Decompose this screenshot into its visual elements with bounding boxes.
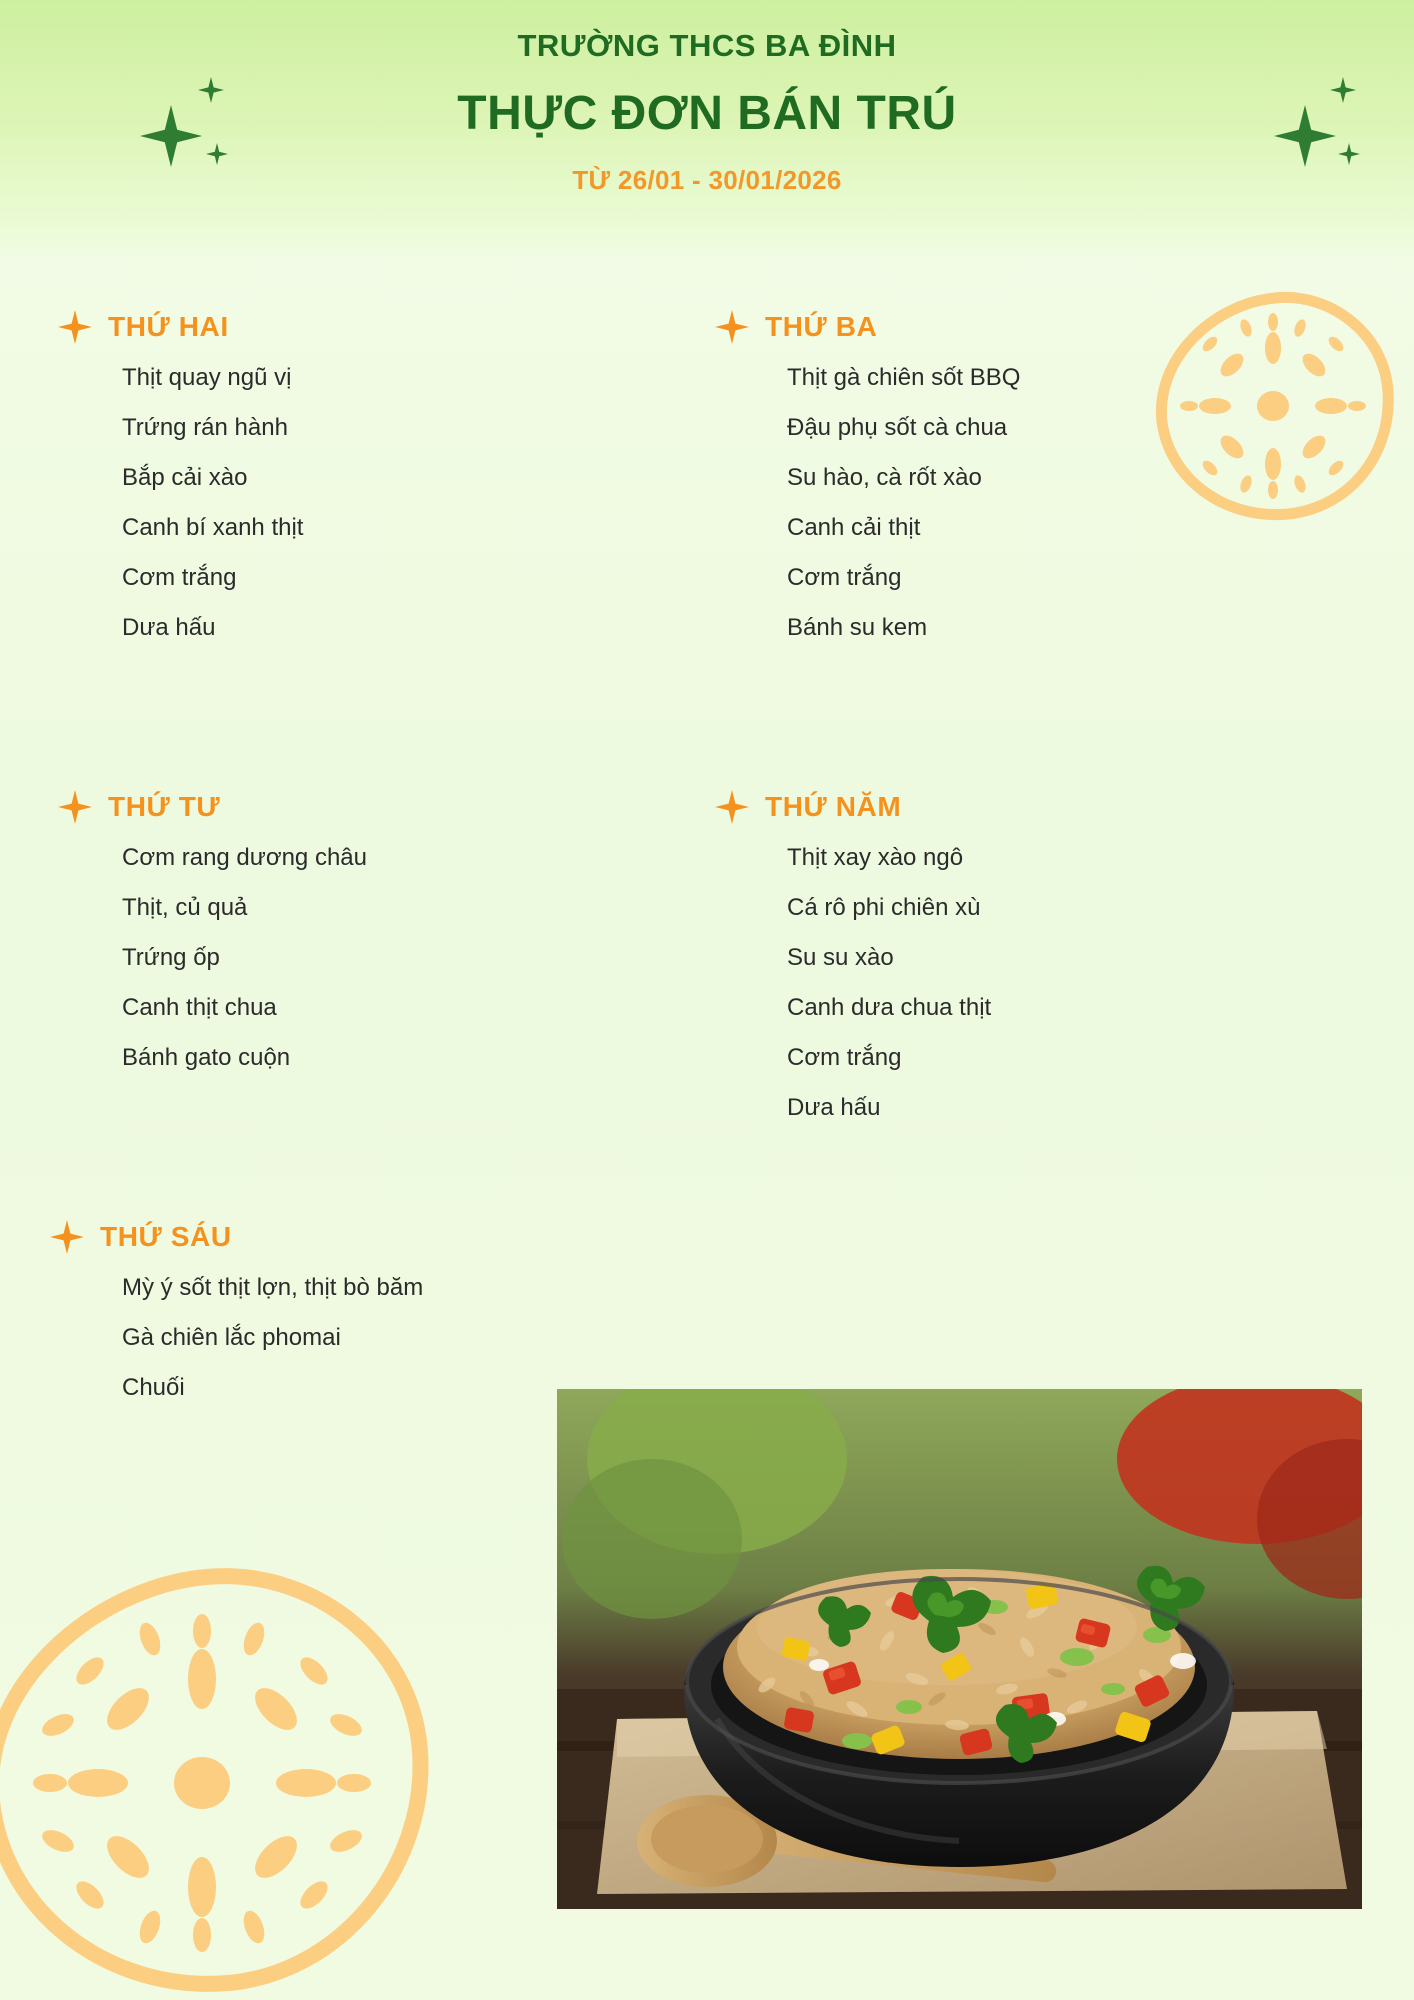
star-icon xyxy=(715,790,749,824)
day-label-monday: THỨ HAI xyxy=(108,311,229,342)
list-item: Bánh su kem xyxy=(787,614,928,641)
dish-list-monday xyxy=(50,366,303,640)
fried-rice-bowl-photo xyxy=(557,1389,1362,1909)
menu-body xyxy=(0,290,1414,1401)
dish-list-friday xyxy=(50,1276,423,1400)
day-header-monday xyxy=(50,310,303,344)
star-icon xyxy=(50,1220,84,1254)
list-item: Cá rô phi chiên xù xyxy=(787,894,981,921)
star-icon xyxy=(715,310,749,344)
list-item: Gà chiên lắc phomai xyxy=(122,1324,341,1351)
day-block-friday xyxy=(50,1220,423,1426)
list-item: Cơm trắng xyxy=(787,564,902,591)
list-item: Bánh gato cuộn xyxy=(122,1044,291,1071)
day-block-wednesday xyxy=(50,790,367,1096)
day-label-friday: THỨ SÁU xyxy=(100,1221,232,1252)
list-item: Dưa hấu xyxy=(787,1094,881,1121)
lemon-slice-icon-bottom-left xyxy=(0,1555,440,2000)
day-label-thursday: THỨ NĂM xyxy=(765,791,902,822)
list-item: Đậu phụ sốt cà chua xyxy=(787,414,1008,441)
day-header-thursday xyxy=(715,790,991,824)
page-title: THỰC ĐƠN BÁN TRÚ xyxy=(457,87,957,140)
day-label-tuesday: THỨ BA xyxy=(765,311,878,342)
list-item: Canh bí xanh thịt xyxy=(122,514,304,541)
list-item: Thịt xay xào ngô xyxy=(787,844,964,871)
list-item: Thịt gà chiên sốt BBQ xyxy=(787,364,1021,391)
day-block-thursday xyxy=(715,790,991,1146)
day-block-monday xyxy=(50,310,303,666)
list-item: Thịt, củ quả xyxy=(122,894,248,921)
day-header-tuesday xyxy=(715,310,1020,344)
list-item: Su hào, cà rốt xào xyxy=(787,464,982,491)
list-item: Dưa hấu xyxy=(122,614,216,641)
dish-list-thursday xyxy=(715,846,991,1120)
dish-list-tuesday xyxy=(715,366,1020,640)
dish-list-wednesday xyxy=(50,846,367,1070)
list-item: Su su xào xyxy=(787,944,894,971)
date-range: TỪ 26/01 - 30/01/2026 xyxy=(572,165,842,195)
list-item: Thịt quay ngũ vị xyxy=(122,364,292,391)
star-icon xyxy=(58,790,92,824)
list-item: Canh thịt chua xyxy=(122,994,277,1021)
list-item: Mỳ ý sốt thịt lợn, thịt bò băm xyxy=(122,1274,424,1301)
list-item: Trứng ốp xyxy=(122,944,220,971)
list-item: Canh dưa chua thịt xyxy=(787,994,992,1021)
star-icon xyxy=(58,310,92,344)
list-item: Chuối xyxy=(122,1374,185,1401)
day-header-friday xyxy=(50,1220,423,1254)
day-header-wednesday xyxy=(50,790,367,824)
poster-header xyxy=(0,0,1414,258)
list-item: Canh cải thịt xyxy=(787,514,921,541)
list-item: Cơm rang dương châu xyxy=(122,844,367,871)
school-name: TRƯỜNG THCS BA ĐÌNH xyxy=(517,28,897,63)
day-block-tuesday xyxy=(715,310,1020,666)
list-item: Cơm trắng xyxy=(122,564,237,591)
list-item: Trứng rán hành xyxy=(122,414,288,441)
list-item: Bắp cải xào xyxy=(122,464,248,491)
day-label-wednesday: THỨ TƯ xyxy=(108,791,221,822)
list-item: Cơm trắng xyxy=(787,1044,902,1071)
